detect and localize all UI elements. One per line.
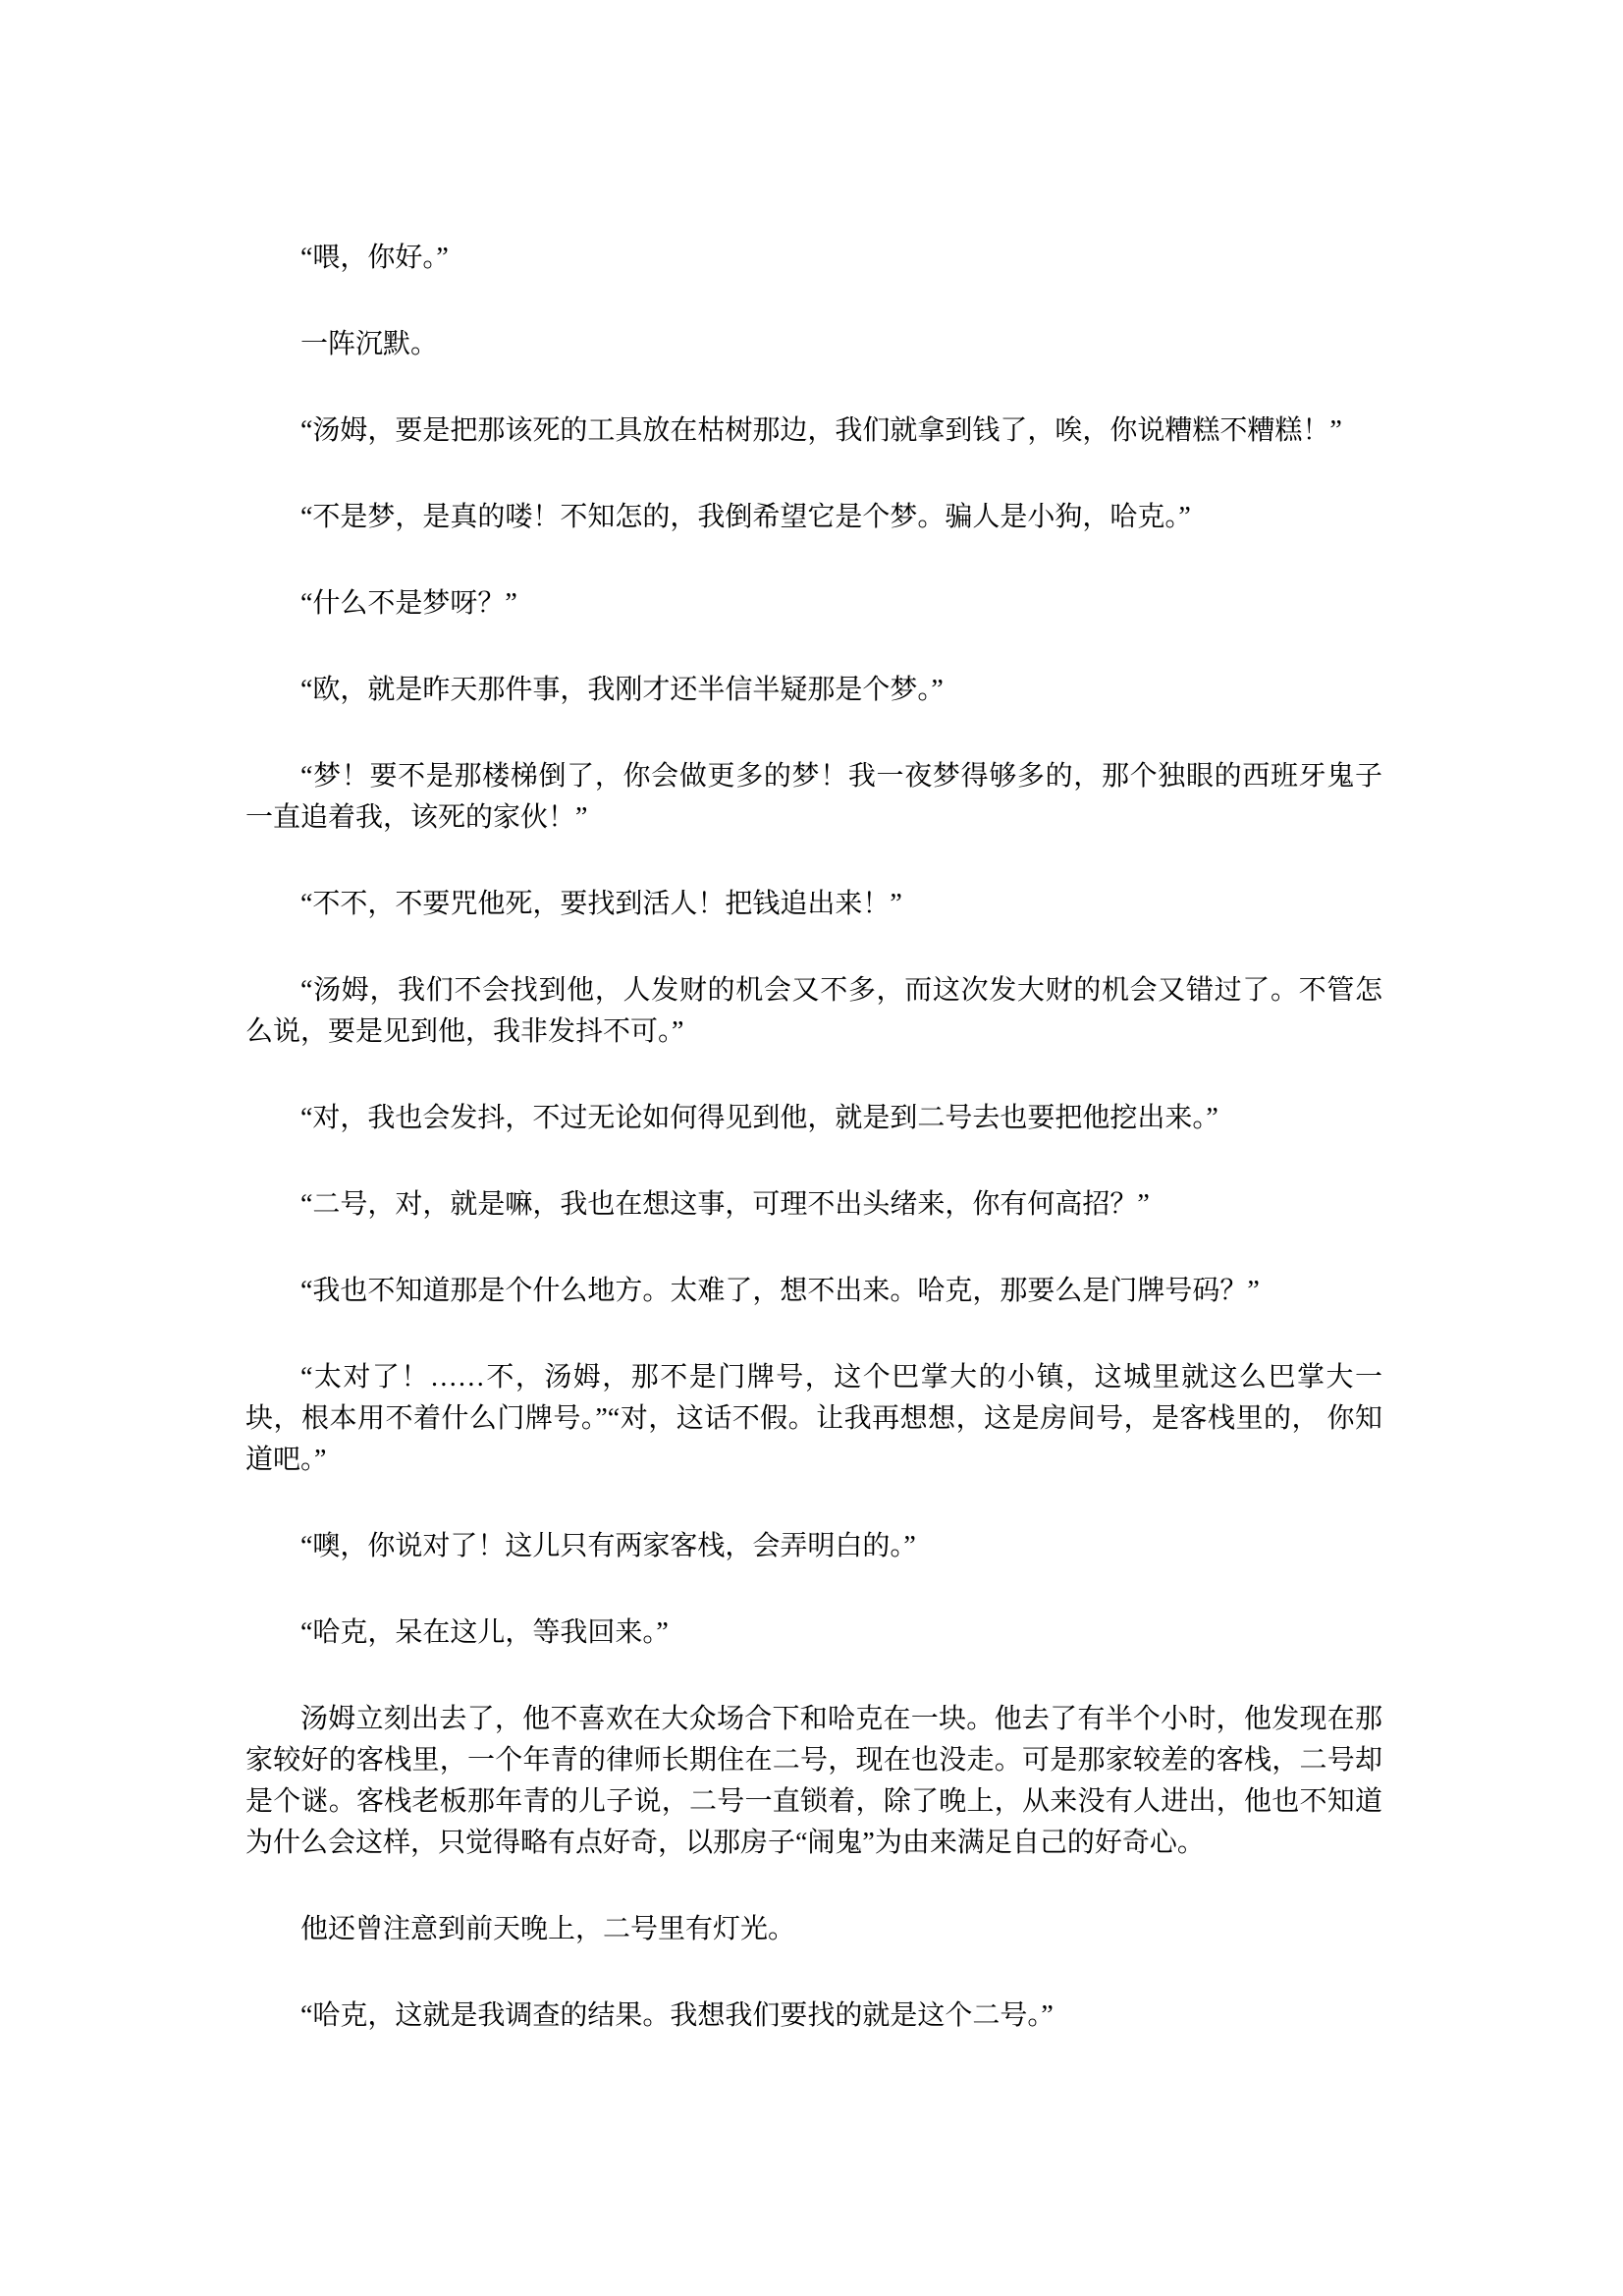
text-column: [245, 238, 1382, 2037]
paragraph: “二号，对，就是嘛，我也在想这事，可理不出头绪来，你有何高招？”: [300, 1189, 1150, 1220]
paragraph: “我也不知道那是个什么地方。太难了，想不出来。哈克，那要么是门牌号码？”: [300, 1276, 1260, 1306]
paragraph: “不不，不要咒他死，要找到活人！把钱追出来！”: [300, 889, 902, 919]
paragraph: “噢，你说对了！这儿只有两家客栈，会弄明白的。”: [300, 1531, 916, 1561]
paragraph: 他还曾注意到前天晚上，二号里有灯光。: [300, 1914, 796, 1944]
paragraph: “梦！要不是那楼梯倒了，你会做更多的梦！我一夜梦得够多的，那个独眼的西班牙鬼子一直追着我，该死的家伙！”: [245, 761, 1382, 833]
paragraph: 汤姆立刻出去了，他不喜欢在大众场合下和哈克在一块。他去了有半个小时，他发现在那家较好的客栈里，一个年青的律师长期住在二号，现在也没走。可是那家较差的客栈，二号却是个谜。客栈老板那年青的儿子说，二号一直锁着，除了晚上，从来没有人进出，他也不知道为什么会这样，只觉得略有点好奇，以那房子“闹鬼”为由来满足自己的好奇心。: [245, 1704, 1382, 1858]
paragraph: “喂，你好。”: [300, 243, 449, 273]
paragraph: 一阵沉默。: [300, 329, 439, 359]
paragraph: “汤姆，要是把那该死的工具放在枯树那边，我们就拿到钱了，唉，你说糟糕不糟糕！”: [300, 415, 1342, 446]
paragraph: “太对了！……不，汤姆，那不是门牌号，这个巴掌大的小镇，这城里就这么巴掌大一块，根本用不着什么门牌号。”“对，这话不假。让我再想想，这是房间号，是客栈里的， 你知道吧。”: [245, 1362, 1382, 1475]
paragraph: “什么不是梦呀？”: [300, 588, 517, 619]
paragraph: “哈克，呆在这儿，等我回来。”: [300, 1617, 669, 1648]
paragraph: “对，我也会发抖，不过无论如何得见到他，就是到二号去也要把他挖出来。”: [300, 1103, 1218, 1133]
paragraph: “汤姆，我们不会找到他，人发财的机会又不多，而这次发大财的机会又错过了。不管怎么说，要是见到他，我非发抖不可。”: [245, 975, 1382, 1047]
paragraph: “欧，就是昨天那件事，我刚才还半信半疑那是个梦。”: [300, 675, 944, 705]
paragraph: “哈克，这就是我调查的结果。我想我们要找的就是这个二号。”: [300, 2000, 1054, 2031]
paragraph: “不是梦，是真的喽！不知怎的，我倒希望它是个梦。骗人是小狗，哈克。”: [300, 502, 1191, 532]
